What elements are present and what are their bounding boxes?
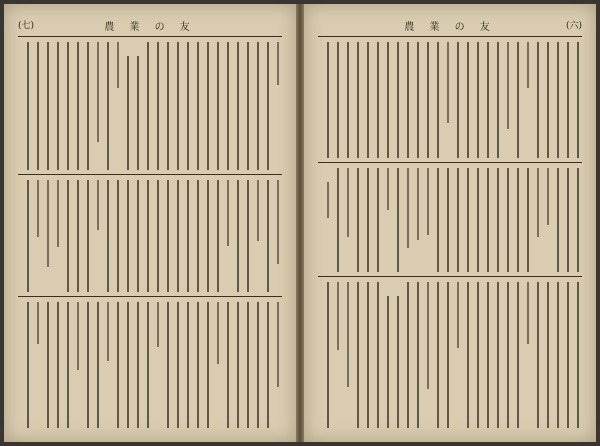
text-column-line (197, 302, 199, 428)
text-column-line (507, 42, 509, 129)
left-page-running-title: 農 業 の 友 (104, 22, 196, 33)
text-column-line (267, 302, 269, 428)
text-column-line (387, 42, 389, 158)
text-column-line (347, 168, 349, 237)
text-column-line (497, 168, 499, 272)
text-column-line (537, 168, 539, 237)
text-column-line (137, 302, 139, 428)
text-column-line (477, 42, 479, 158)
text-column-line (257, 42, 259, 170)
text-column-line (557, 282, 559, 428)
text-column-line (467, 42, 469, 158)
text-column-line (507, 282, 509, 428)
text-column-line (57, 180, 59, 247)
text-column-line (417, 168, 419, 240)
text-column-line (107, 42, 109, 170)
right-text-block-upper (320, 42, 580, 158)
text-column-line (377, 42, 379, 158)
text-column-line (397, 42, 399, 158)
right-section-rule-1 (318, 162, 582, 163)
text-column-line (257, 302, 259, 428)
text-column-line (277, 180, 279, 264)
text-column-line (537, 282, 539, 428)
text-column-line (227, 180, 229, 246)
text-column-line (517, 168, 519, 272)
text-column-line (367, 282, 369, 428)
text-column-line (57, 42, 59, 170)
text-column-line (437, 282, 439, 428)
text-column-line (87, 180, 89, 292)
text-column-line (447, 168, 449, 272)
text-column-line (557, 42, 559, 158)
text-column-line (357, 282, 359, 428)
text-column-line (487, 42, 489, 158)
text-column-line (277, 42, 279, 85)
text-column-line (407, 168, 409, 248)
text-column-line (487, 282, 489, 428)
text-column-line (347, 42, 349, 158)
document-spread (4, 4, 596, 442)
text-column-line (207, 302, 209, 428)
text-column-line (157, 180, 159, 292)
text-column-line (187, 42, 189, 170)
left-page-header (18, 18, 282, 34)
text-column-line (37, 302, 39, 344)
text-column-line (397, 168, 399, 272)
text-column-line (447, 282, 449, 428)
text-column-line (277, 302, 279, 387)
text-column-line (217, 302, 219, 364)
left-text-block-middle (20, 180, 280, 292)
text-column-line (217, 42, 219, 170)
text-column-line (177, 180, 179, 292)
text-column-line (117, 302, 119, 428)
text-column-line (207, 42, 209, 170)
text-column-line (477, 168, 479, 272)
text-column-line (97, 42, 99, 142)
text-column-line (157, 42, 159, 170)
text-column-line (577, 42, 579, 158)
text-column-line (137, 56, 139, 170)
text-column-line (367, 42, 369, 158)
text-column-line (527, 282, 529, 344)
text-column-line (177, 302, 179, 428)
text-column-line (77, 180, 79, 292)
text-column-line (427, 42, 429, 158)
text-column-line (557, 168, 559, 272)
left-text-block-upper (20, 42, 280, 170)
text-column-line (177, 42, 179, 170)
text-column-line (457, 168, 459, 272)
text-column-line (47, 42, 49, 170)
text-column-line (527, 42, 529, 88)
text-column-line (497, 282, 499, 428)
text-column-line (167, 180, 169, 292)
text-column-line (377, 168, 379, 272)
right-page-header (318, 18, 582, 34)
text-column-line (107, 302, 109, 361)
text-column-line (57, 302, 59, 428)
text-column-line (217, 180, 219, 292)
text-column-line (517, 282, 519, 428)
text-column-line (347, 282, 349, 387)
text-column-line (227, 42, 229, 170)
left-page (4, 4, 296, 442)
text-column-line (187, 302, 189, 428)
text-column-line (417, 282, 419, 428)
text-column-line (77, 302, 79, 370)
text-column-line (507, 168, 509, 272)
right-page-number: (六) (565, 21, 582, 31)
text-column-line (37, 180, 39, 237)
text-column-line (427, 282, 429, 389)
text-column-line (127, 302, 129, 428)
text-column-line (207, 180, 209, 292)
text-column-line (117, 180, 119, 292)
text-column-line (467, 282, 469, 428)
text-column-line (27, 180, 29, 292)
left-text-block-lower (20, 302, 280, 428)
text-column-line (327, 182, 329, 218)
text-column-line (247, 42, 249, 170)
text-column-line (237, 180, 239, 292)
text-column-line (367, 168, 369, 272)
text-column-line (237, 302, 239, 428)
text-column-line (237, 42, 239, 170)
text-column-line (267, 180, 269, 292)
text-column-line (187, 180, 189, 292)
text-column-line (247, 180, 249, 292)
text-column-line (47, 302, 49, 428)
text-column-line (127, 180, 129, 292)
right-page (304, 4, 596, 442)
right-text-block-lower (320, 282, 580, 428)
text-column-line (267, 42, 269, 170)
left-section-rule-1 (18, 174, 282, 175)
text-column-line (517, 42, 519, 158)
text-column-line (457, 282, 459, 348)
text-column-line (127, 56, 129, 170)
text-column-line (487, 168, 489, 272)
text-column-line (147, 302, 149, 428)
text-column-line (37, 42, 39, 170)
text-column-line (67, 180, 69, 292)
text-column-line (27, 302, 29, 428)
text-column-line (437, 42, 439, 158)
text-column-line (547, 282, 549, 428)
text-column-line (137, 180, 139, 292)
text-column-line (337, 282, 339, 350)
text-column-line (357, 42, 359, 158)
text-column-line (97, 180, 99, 230)
text-column-line (407, 42, 409, 158)
text-column-line (547, 42, 549, 158)
text-column-line (327, 282, 329, 428)
text-column-line (337, 42, 339, 158)
text-column-line (577, 282, 579, 428)
text-column-line (257, 180, 259, 241)
left-section-rule-2 (18, 296, 282, 297)
text-column-line (247, 302, 249, 428)
text-column-line (567, 42, 569, 158)
right-text-block-middle (320, 168, 580, 272)
text-column-line (567, 168, 569, 272)
text-column-line (197, 180, 199, 292)
text-column-line (117, 42, 119, 88)
text-column-line (27, 42, 29, 170)
text-column-line (87, 302, 89, 428)
left-header-rule (18, 36, 282, 37)
text-column-line (67, 302, 69, 428)
text-column-line (327, 42, 329, 158)
text-column-line (527, 168, 529, 272)
text-column-line (377, 282, 379, 428)
text-column-line (337, 168, 339, 272)
text-column-line (497, 42, 499, 158)
text-column-line (97, 302, 99, 428)
text-column-line (407, 282, 409, 428)
text-column-line (477, 282, 479, 428)
right-page-running-title: 農 業 の 友 (404, 22, 496, 33)
left-page-number: (七) (18, 21, 35, 31)
text-column-line (47, 180, 49, 267)
text-column-line (147, 42, 149, 170)
text-column-line (67, 42, 69, 170)
text-column-line (167, 302, 169, 428)
text-column-line (427, 168, 429, 235)
right-header-rule (318, 36, 582, 37)
text-column-line (387, 296, 389, 428)
book-gutter (296, 4, 304, 442)
text-column-line (157, 302, 159, 347)
text-column-line (77, 42, 79, 170)
text-column-line (197, 42, 199, 170)
text-column-line (397, 296, 399, 428)
text-column-line (537, 42, 539, 158)
right-section-rule-2 (318, 276, 582, 277)
text-column-line (357, 168, 359, 272)
text-column-line (167, 42, 169, 170)
text-column-line (567, 282, 569, 428)
text-column-line (447, 42, 449, 123)
text-column-line (147, 180, 149, 292)
text-column-line (577, 168, 579, 272)
text-column-line (547, 168, 549, 225)
text-column-line (417, 42, 419, 158)
text-column-line (467, 168, 469, 272)
text-column-line (107, 180, 109, 292)
text-column-line (437, 168, 439, 272)
text-column-line (227, 302, 229, 428)
text-column-line (457, 42, 459, 158)
text-column-line (87, 42, 89, 170)
text-column-line (387, 168, 389, 210)
